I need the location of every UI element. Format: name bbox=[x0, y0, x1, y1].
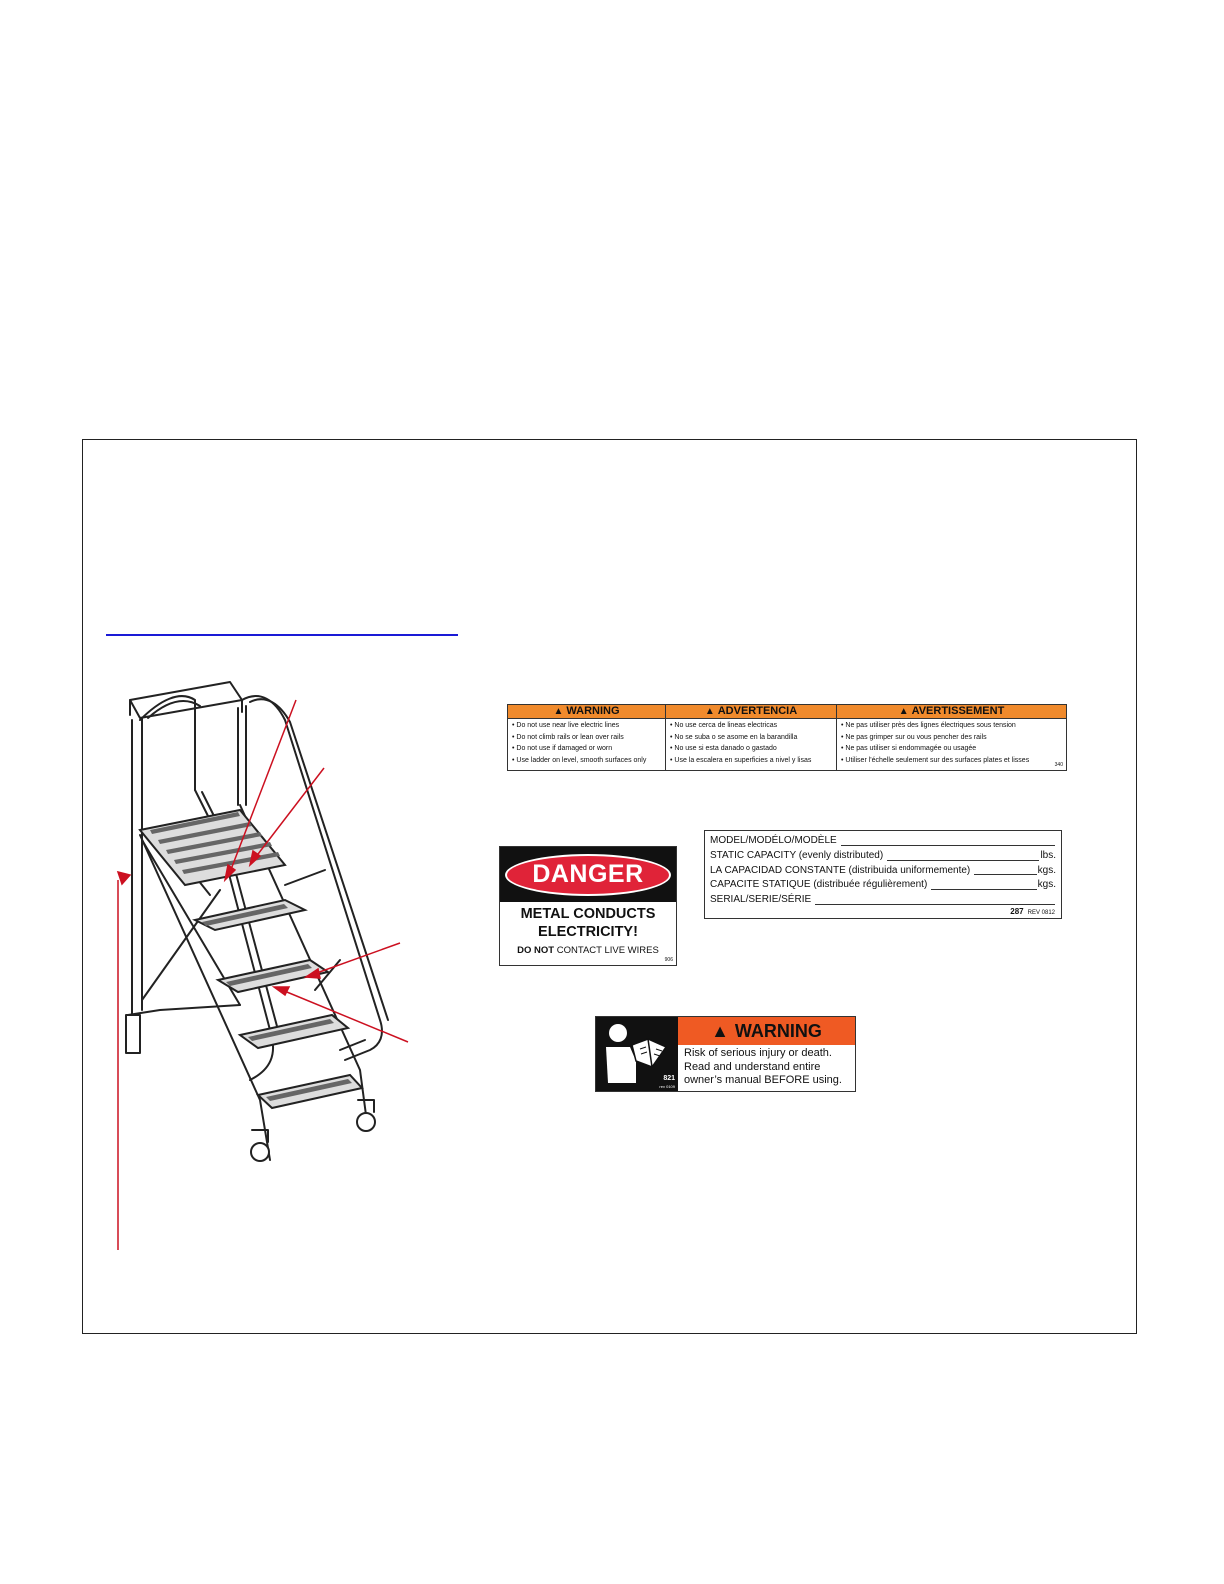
rolling-ladder-illustration bbox=[100, 660, 430, 1260]
list-item: • Use ladder on level, smooth surfaces only bbox=[512, 756, 647, 764]
danger-title: DANGER bbox=[505, 854, 671, 896]
manual-warning-line-1: Risk of serious injury or death. bbox=[684, 1047, 832, 1059]
list-item: • Do not use near live electric lines bbox=[512, 722, 620, 729]
warning-triangle-icon: ▲ bbox=[898, 705, 909, 717]
section-rule bbox=[106, 634, 458, 636]
list-item: • Utiliser l'échelle seulement sur des surfaces plates et lisses bbox=[841, 756, 1030, 764]
danger-line-2: ELECTRICITY! bbox=[538, 924, 638, 940]
label-code: 287 bbox=[1010, 907, 1024, 916]
label-code: 340 bbox=[1054, 762, 1063, 768]
danger-line-1: METAL CONDUCTS bbox=[520, 906, 656, 922]
warning-column-spanish: ▲ ADVERTENCIA • No use cerca de lineas electricas • No se suba o se asome en la barandilla • No use si esta danado o gastado • Use la escalera en superficies a nivel y lisas bbox=[666, 705, 837, 770]
model-row: MODEL/MODÉLO/MODÈLE bbox=[710, 834, 1056, 849]
manual-warning-line-3: owner’s manual BEFORE using. bbox=[684, 1074, 842, 1086]
list-item: • Do not use if damaged or worn bbox=[512, 745, 613, 752]
list-item: • No use cerca de lineas electricas bbox=[670, 722, 778, 729]
danger-label bbox=[499, 846, 677, 966]
list-item: • Ne pas utiliser près des lignes électriques sous tension bbox=[841, 722, 1016, 729]
warning-column-french: ▲ AVERTISSEMENT • Ne pas utiliser près des lignes électriques sous tension • Ne pas grimper sur ou vous pencher des rails • Ne pas utiliser si endommagée ou usagée • Utiliser l'échelle seulement sur des surfaces plates et lisses 340 bbox=[837, 705, 1066, 770]
list-item: • Ne pas utiliser si endommagée ou usagée bbox=[841, 745, 977, 752]
warning-column-english: ▲ WARNING • Do not use near live electric lines • Do not climb rails or lean over rails • Do not use if damaged or worn • Use ladder on level, smooth surfaces only bbox=[508, 705, 666, 770]
warning-triangle-icon: ▲ bbox=[704, 705, 715, 717]
label-rev: REV 0812 bbox=[1027, 910, 1055, 916]
list-item: • Do not climb rails or lean over rails bbox=[512, 733, 624, 741]
warning-triangle-icon: ▲ bbox=[553, 705, 564, 717]
label-code: 906 bbox=[664, 957, 673, 963]
warning-trilingual-label bbox=[507, 704, 1067, 771]
list-item: • Use la escalera en superficies a nivel y lisas bbox=[670, 756, 812, 764]
capacidad-row: LA CAPACIDAD CONSTANTE (distribuida uniformemente) kgs. bbox=[710, 864, 1056, 876]
warning-triangle-icon: ▲ bbox=[711, 1020, 729, 1041]
list-item: • No use si esta danado o gastado bbox=[670, 745, 777, 752]
manual-warning-line-2: Read and understand entire bbox=[684, 1060, 821, 1073]
label-code: 821 bbox=[663, 1075, 675, 1082]
danger-instruction: DO NOT CONTACT LIVE WIRES bbox=[517, 945, 659, 956]
list-item: • No se suba o se asome en la barandilla bbox=[670, 733, 798, 741]
label-rev: rev 0109 bbox=[659, 1084, 675, 1089]
manual-warning-label: 821 rev 0109 ▲ WARNING Risk of serious injury or death. Read and understand entire owner’s manual BEFORE using. bbox=[595, 1016, 856, 1092]
static-capacity-row: STATIC CAPACITY (evenly distributed) lbs. bbox=[710, 849, 1056, 861]
capacite-row: CAPACITE STATIQUE (distribuée régulièrement) kgs. bbox=[710, 879, 1056, 891]
serial-row: SERIAL/SERIE/SÉRIE bbox=[710, 893, 1056, 908]
list-item: • Ne pas grimper sur ou vous pencher des rails bbox=[841, 733, 987, 741]
model-capacity-label bbox=[704, 830, 1062, 919]
